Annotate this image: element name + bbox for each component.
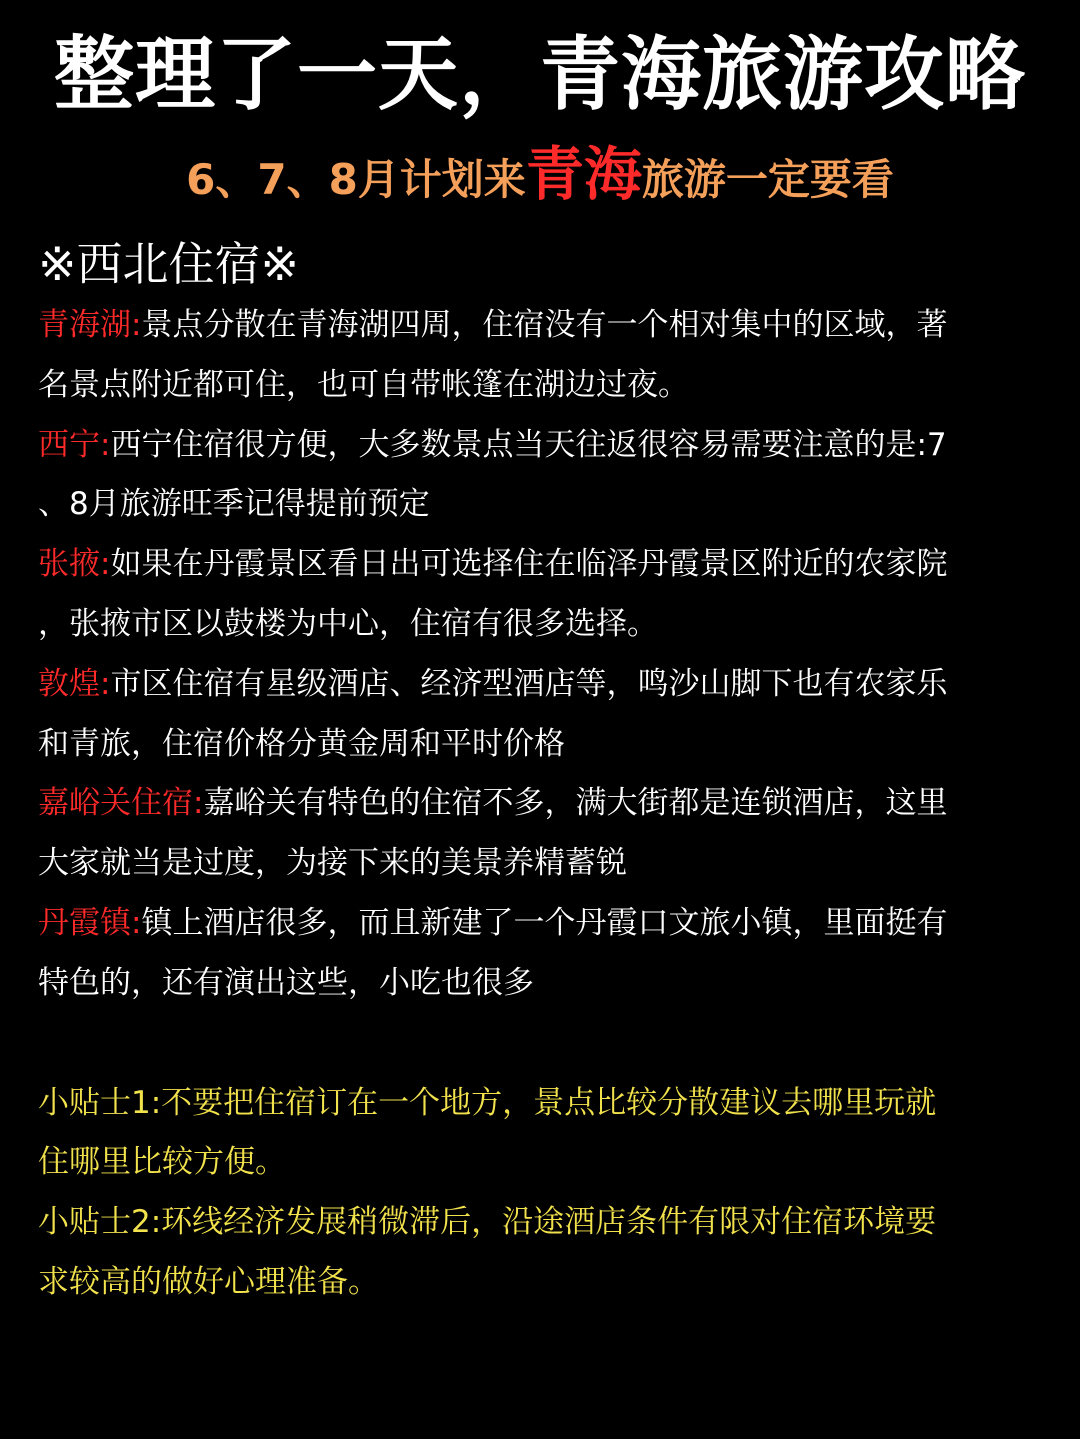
- subtitle-prefix: 6、7、8月计划来: [186, 155, 526, 204]
- entry-text: 市区住宿有星级酒店、经济型酒店等，鸣沙山脚下也有农家乐: [110, 665, 948, 702]
- entry-label: 敦煌:: [38, 665, 111, 702]
- tip-text: 小贴士1:不要把住宿订在一个地方，景点比较分散建议去哪里玩就: [38, 1084, 937, 1121]
- page-title: 整理了一天，青海旅游攻略: [54, 28, 1026, 121]
- entry-jiayuguan: [38, 774, 1048, 894]
- entry-text: 和青旅，住宿价格分黄金周和平时价格: [38, 725, 565, 762]
- entry-zhangye: [38, 535, 1048, 655]
- entry-label: 丹霞镇:: [38, 904, 142, 941]
- entry-line: [38, 655, 1048, 715]
- tip-text: 求较高的做好心理准备。: [38, 1263, 379, 1300]
- tip-text: 住哪里比较方便。: [38, 1144, 286, 1181]
- entry-text: 嘉峪关有特色的住宿不多，满大街都是连锁酒店，这里: [203, 785, 948, 822]
- entry-line: [38, 535, 1048, 595]
- entry-label: 青海湖:: [38, 307, 142, 343]
- entry-text: 镇上酒店很多，而且新建了一个丹霞口文旅小镇，里面挺有: [141, 904, 948, 941]
- entry-line: [38, 894, 1048, 954]
- entry-text: ，张掖市区以鼓楼为中心，住宿有很多选择。: [38, 605, 658, 642]
- entry-text: 特色的，还有演出这些，小吃也很多: [38, 964, 534, 1001]
- accommodation-list: [38, 296, 1048, 1313]
- entry-text: 如果在丹霞景区看日出可选择住在临泽丹霞景区附近的农家院: [110, 546, 948, 583]
- entry-text: 景点分散在青海湖四周，住宿没有一个相对集中的区域，著: [141, 307, 948, 343]
- entry-text: 大家就当是过度，为接下来的美景养精蓄锐: [38, 845, 627, 882]
- subtitle: [0, 138, 1080, 216]
- entry-dunhuang: [38, 655, 1048, 775]
- tip-text: 小贴士2:环线经济发展稍微滞后，沿途酒店条件有限对住宿环境要: [38, 1204, 937, 1241]
- entry-xining: [38, 416, 1048, 536]
- entry-qinghai-lake: [38, 296, 1048, 416]
- entry-danxia-town: [38, 894, 1048, 1014]
- entry-label: 西宁:: [38, 426, 111, 463]
- entry-text: 西宁住宿很方便，大多数景点当天往返很容易需要注意的是:7: [110, 426, 947, 463]
- section-heading: ※西北住宿※: [38, 237, 300, 291]
- entry-line: [38, 416, 1048, 476]
- entry-text: 名景点附近都可住，也可自带帐篷在湖边过夜。: [38, 366, 689, 403]
- entry-line: [38, 774, 1048, 834]
- entry-line: [38, 296, 1048, 356]
- entry-text: 、8月旅游旺季记得提前预定: [38, 486, 430, 523]
- entry-label: 嘉峪关住宿:: [38, 785, 204, 822]
- subtitle-suffix: 旅游一定要看: [641, 155, 894, 204]
- spacer: [38, 1014, 1048, 1074]
- entry-label: 张掖:: [38, 546, 111, 583]
- subtitle-highlight: 青海: [525, 140, 642, 208]
- tip-2: [38, 1193, 1048, 1313]
- tip-1: [38, 1074, 1048, 1194]
